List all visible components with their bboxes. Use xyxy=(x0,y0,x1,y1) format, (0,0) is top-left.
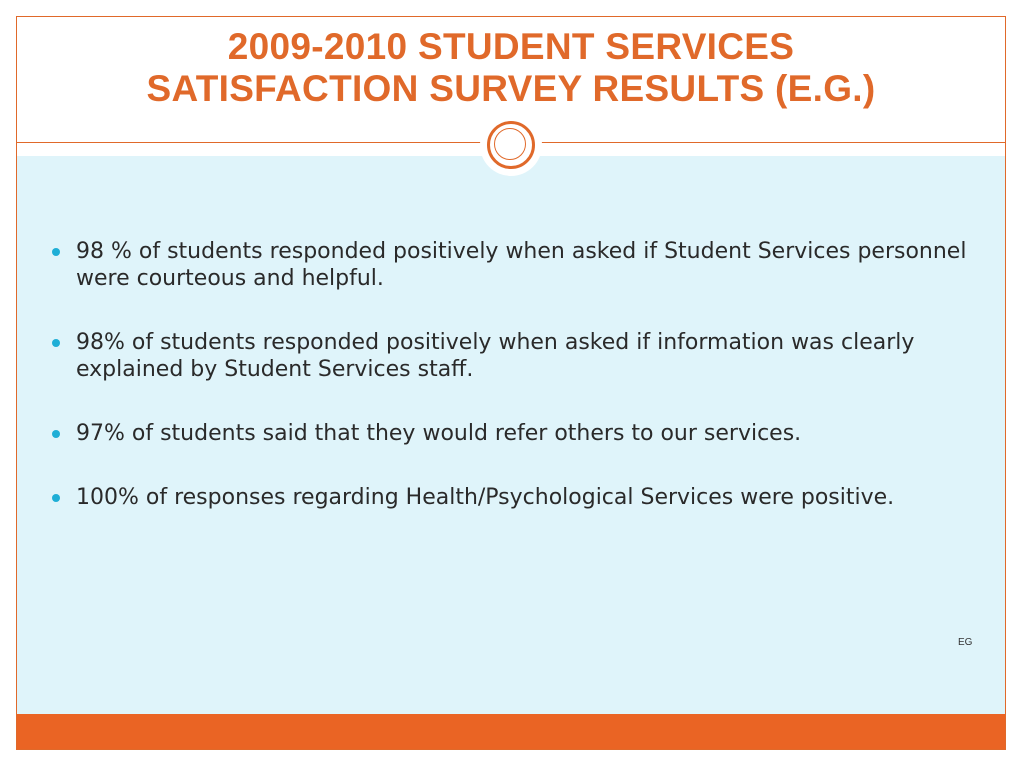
ornament-ring xyxy=(487,121,535,169)
bullet-item xyxy=(52,329,982,383)
bullet-dot-icon xyxy=(52,339,60,347)
bullet-dot-icon xyxy=(52,494,60,502)
bottom-accent-bar xyxy=(17,714,1005,749)
bullet-text: 98% of students responded positively when asked if information was clearly explained by Student Services staff. xyxy=(76,330,915,382)
bullet-text: 98 % of students responded positively when asked if Student Services personnel were courteous and helpful. xyxy=(76,239,967,291)
bullet-item xyxy=(52,484,982,511)
bullet-item xyxy=(52,238,982,292)
bullet-list xyxy=(52,238,982,548)
ornament-inner-ring xyxy=(494,128,526,160)
footer-tag: EG xyxy=(958,637,973,648)
bullet-text: 100% of responses regarding Health/Psychological Services were positive. xyxy=(76,485,895,510)
slide-title-line-2: SATISFACTION SURVEY RESULTS (E.G.) xyxy=(146,68,876,109)
bullet-dot-icon xyxy=(52,430,60,438)
bullet-item xyxy=(52,420,982,447)
bullet-text: 97% of students said that they would refer others to our services. xyxy=(76,421,802,446)
slide-title-line-1: 2009-2010 STUDENT SERVICES xyxy=(227,26,795,67)
bullet-dot-icon xyxy=(52,248,60,256)
circle-ornament-icon xyxy=(480,114,542,176)
